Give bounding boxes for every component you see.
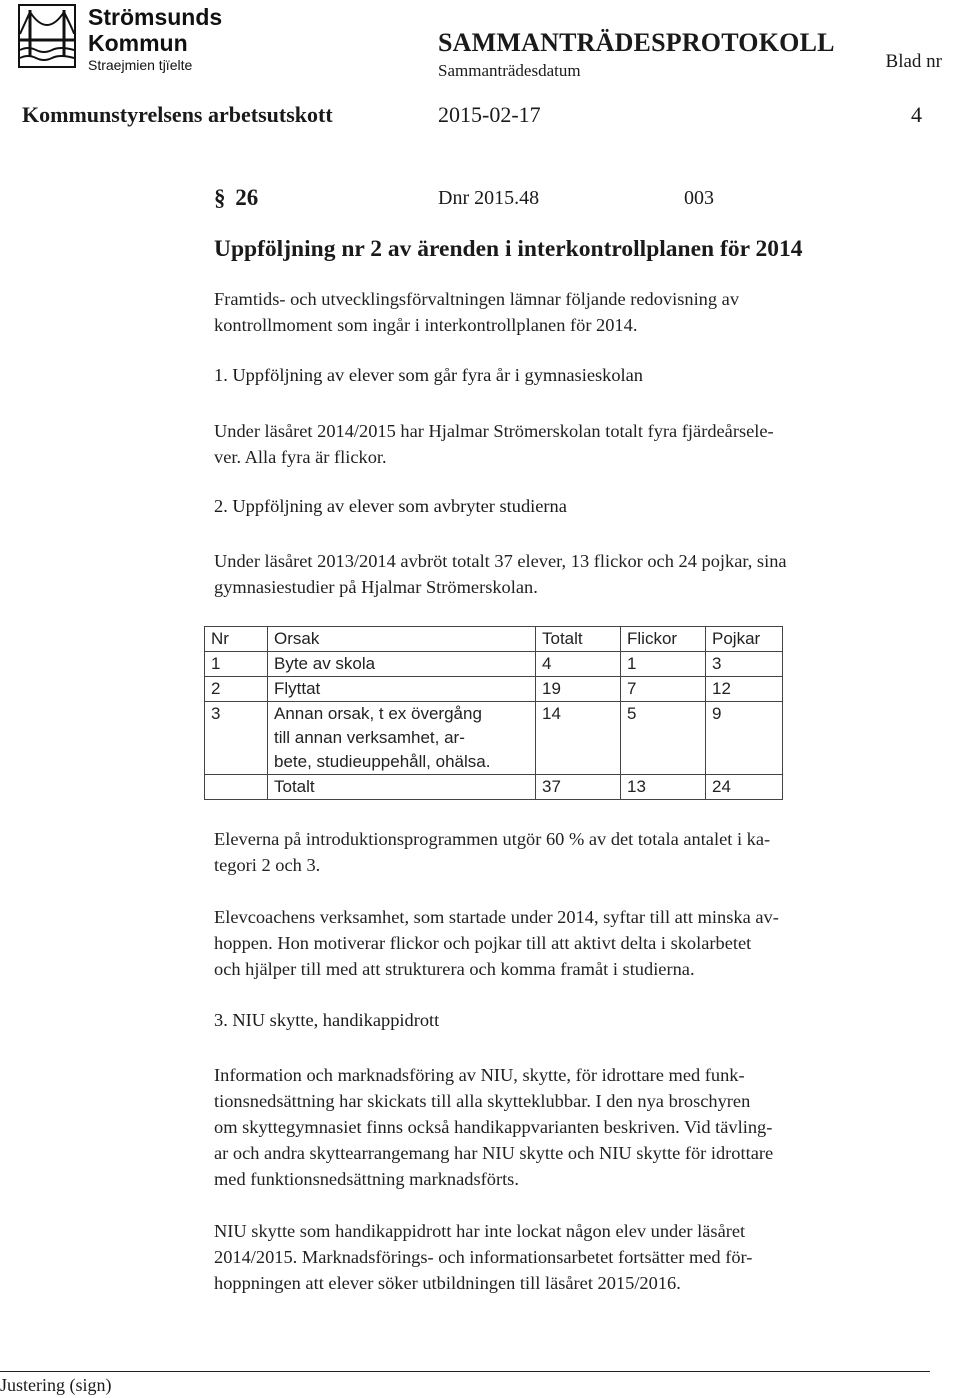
page-number-label: Blad nr bbox=[885, 51, 942, 72]
table-cell: 14 bbox=[536, 702, 621, 775]
municipality-logo bbox=[18, 4, 228, 72]
table-cell: 5 bbox=[621, 702, 706, 775]
meeting-date: 2015-02-17 bbox=[438, 102, 541, 127]
item3-paragraph-1 bbox=[214, 1062, 929, 1192]
table-row bbox=[205, 652, 783, 677]
item3-heading: 3. NIU skytte, handikappidrott bbox=[214, 1010, 440, 1030]
text-line: 2014/2015. Marknadsförings- och informationsarbetet fortsätter med för- bbox=[214, 1247, 753, 1267]
diary-code: 003 bbox=[684, 187, 714, 209]
logo-name-line1: Strömsunds bbox=[88, 4, 223, 30]
cell-line: till annan verksamhet, ar- bbox=[274, 728, 465, 747]
section-symbol: § bbox=[214, 185, 226, 210]
text-line: hoppningen att elever söker utbildningen till läsåret 2015/2016. bbox=[214, 1273, 681, 1293]
table-cell: 12 bbox=[706, 677, 783, 702]
column-header: Flickor bbox=[621, 627, 706, 652]
table-cell: 9 bbox=[706, 702, 783, 775]
signature-label: Justering (sign) bbox=[0, 1375, 112, 1395]
text-line: ver. Alla fyra är flickor. bbox=[214, 447, 387, 467]
diary-number: Dnr 2015.48 bbox=[438, 187, 540, 209]
table-cell: 37 bbox=[536, 775, 621, 800]
column-header: Pojkar bbox=[706, 627, 783, 652]
table-cell: 7 bbox=[621, 677, 706, 702]
table-cell: Flyttat bbox=[268, 677, 536, 702]
column-header: Totalt bbox=[536, 627, 621, 652]
page-number: 4 bbox=[911, 102, 922, 127]
document-title: SAMMANTRÄDESPROTOKOLL bbox=[438, 28, 835, 57]
intro-programme-paragraph bbox=[214, 826, 929, 878]
section-number bbox=[214, 185, 258, 211]
cell-line: Annan orsak, t ex övergång bbox=[274, 704, 482, 723]
coach-paragraph bbox=[214, 904, 929, 982]
item2-paragraph bbox=[214, 548, 929, 600]
section-number-value: 26 bbox=[235, 185, 259, 210]
section-heading: Uppföljning nr 2 av ärenden i interkontrollplanen för 2014 bbox=[214, 236, 803, 262]
text-line: och hjälper till med att strukturera och komma framåt i studierna. bbox=[214, 959, 695, 979]
text-line: NIU skytte som handikappidrott har inte lockat någon elev under läsåret bbox=[214, 1221, 746, 1241]
table-cell: 3 bbox=[205, 702, 268, 775]
table-total-row bbox=[205, 775, 783, 800]
cell-line: bete, studieuppehåll, ohälsa. bbox=[274, 752, 491, 771]
text-line: Under läsåret 2013/2014 avbröt totalt 37 elever, 13 flickor och 24 pojkar, sina bbox=[214, 551, 787, 571]
intro-paragraph bbox=[214, 286, 929, 338]
item1-heading: 1. Uppföljning av elever som går fyra år i gymnasieskolan bbox=[214, 365, 643, 385]
dropout-reasons-table bbox=[204, 626, 783, 800]
table-cell: 4 bbox=[536, 652, 621, 677]
table-header-row bbox=[205, 627, 783, 652]
table-cell: 24 bbox=[706, 775, 783, 800]
logo-name-line3: Straejmien tjïelte bbox=[88, 57, 193, 73]
text-line: med funktionsnedsättning marknadsförts. bbox=[214, 1169, 519, 1189]
table-cell: Byte av skola bbox=[268, 652, 536, 677]
text-line: Framtids- och utvecklingsförvaltningen lämnar följande redovisning av bbox=[214, 289, 740, 309]
table-row bbox=[205, 677, 783, 702]
column-header: Nr bbox=[205, 627, 268, 652]
text-line: tegori 2 och 3. bbox=[214, 855, 321, 875]
table-cell: 19 bbox=[536, 677, 621, 702]
table-cell bbox=[268, 702, 536, 775]
text-line: ar och andra skyttearrangemang har NIU skytte och NIU skytte för idrottare bbox=[214, 1143, 774, 1163]
table-row bbox=[205, 702, 783, 775]
text-line: Elevcoachens verksamhet, som startade under 2014, syftar till att minska av- bbox=[214, 907, 779, 927]
table-cell: 1 bbox=[205, 652, 268, 677]
table-cell: 2 bbox=[205, 677, 268, 702]
text-line: Under läsåret 2014/2015 har Hjalmar Strömerskolan totalt fyra fjärdeårsele- bbox=[214, 421, 774, 441]
bridge-emblem-icon bbox=[18, 4, 82, 72]
table-cell: 13 bbox=[621, 775, 706, 800]
item2-heading: 2. Uppföljning av elever som avbryter studierna bbox=[214, 496, 567, 516]
text-line: Information och marknadsföring av NIU, skytte, för idrottare med funk- bbox=[214, 1065, 745, 1085]
text-line: hoppen. Hon motiverar flickor och pojkar till att aktivt delta i skolarbetet bbox=[214, 933, 752, 953]
table-cell: 1 bbox=[621, 652, 706, 677]
meeting-date-label: Sammanträdesdatum bbox=[438, 61, 581, 80]
footer-divider bbox=[0, 1371, 930, 1372]
text-line: Eleverna på introduktionsprogrammen utgör 60 % av det totala antalet i ka- bbox=[214, 829, 771, 849]
table-cell: Totalt bbox=[268, 775, 536, 800]
table-cell bbox=[205, 775, 268, 800]
column-header: Orsak bbox=[268, 627, 536, 652]
committee-name: Kommunstyrelsens arbetsutskott bbox=[22, 102, 333, 127]
item3-paragraph-2 bbox=[214, 1218, 929, 1296]
text-line: om skyttegymnasiet finns också handikappvarianten beskriven. Vid tävling- bbox=[214, 1117, 773, 1137]
text-line: gymnasiestudier på Hjalmar Strömerskolan. bbox=[214, 577, 538, 597]
text-line: tionsnedsättning har skickats till alla skytteklubbar. I den nya broschyren bbox=[214, 1091, 751, 1111]
table-cell: 3 bbox=[706, 652, 783, 677]
logo-name-line2: Kommun bbox=[88, 30, 188, 56]
text-line: kontrollmoment som ingår i interkontrollplanen för 2014. bbox=[214, 315, 638, 335]
item1-paragraph bbox=[214, 418, 929, 470]
